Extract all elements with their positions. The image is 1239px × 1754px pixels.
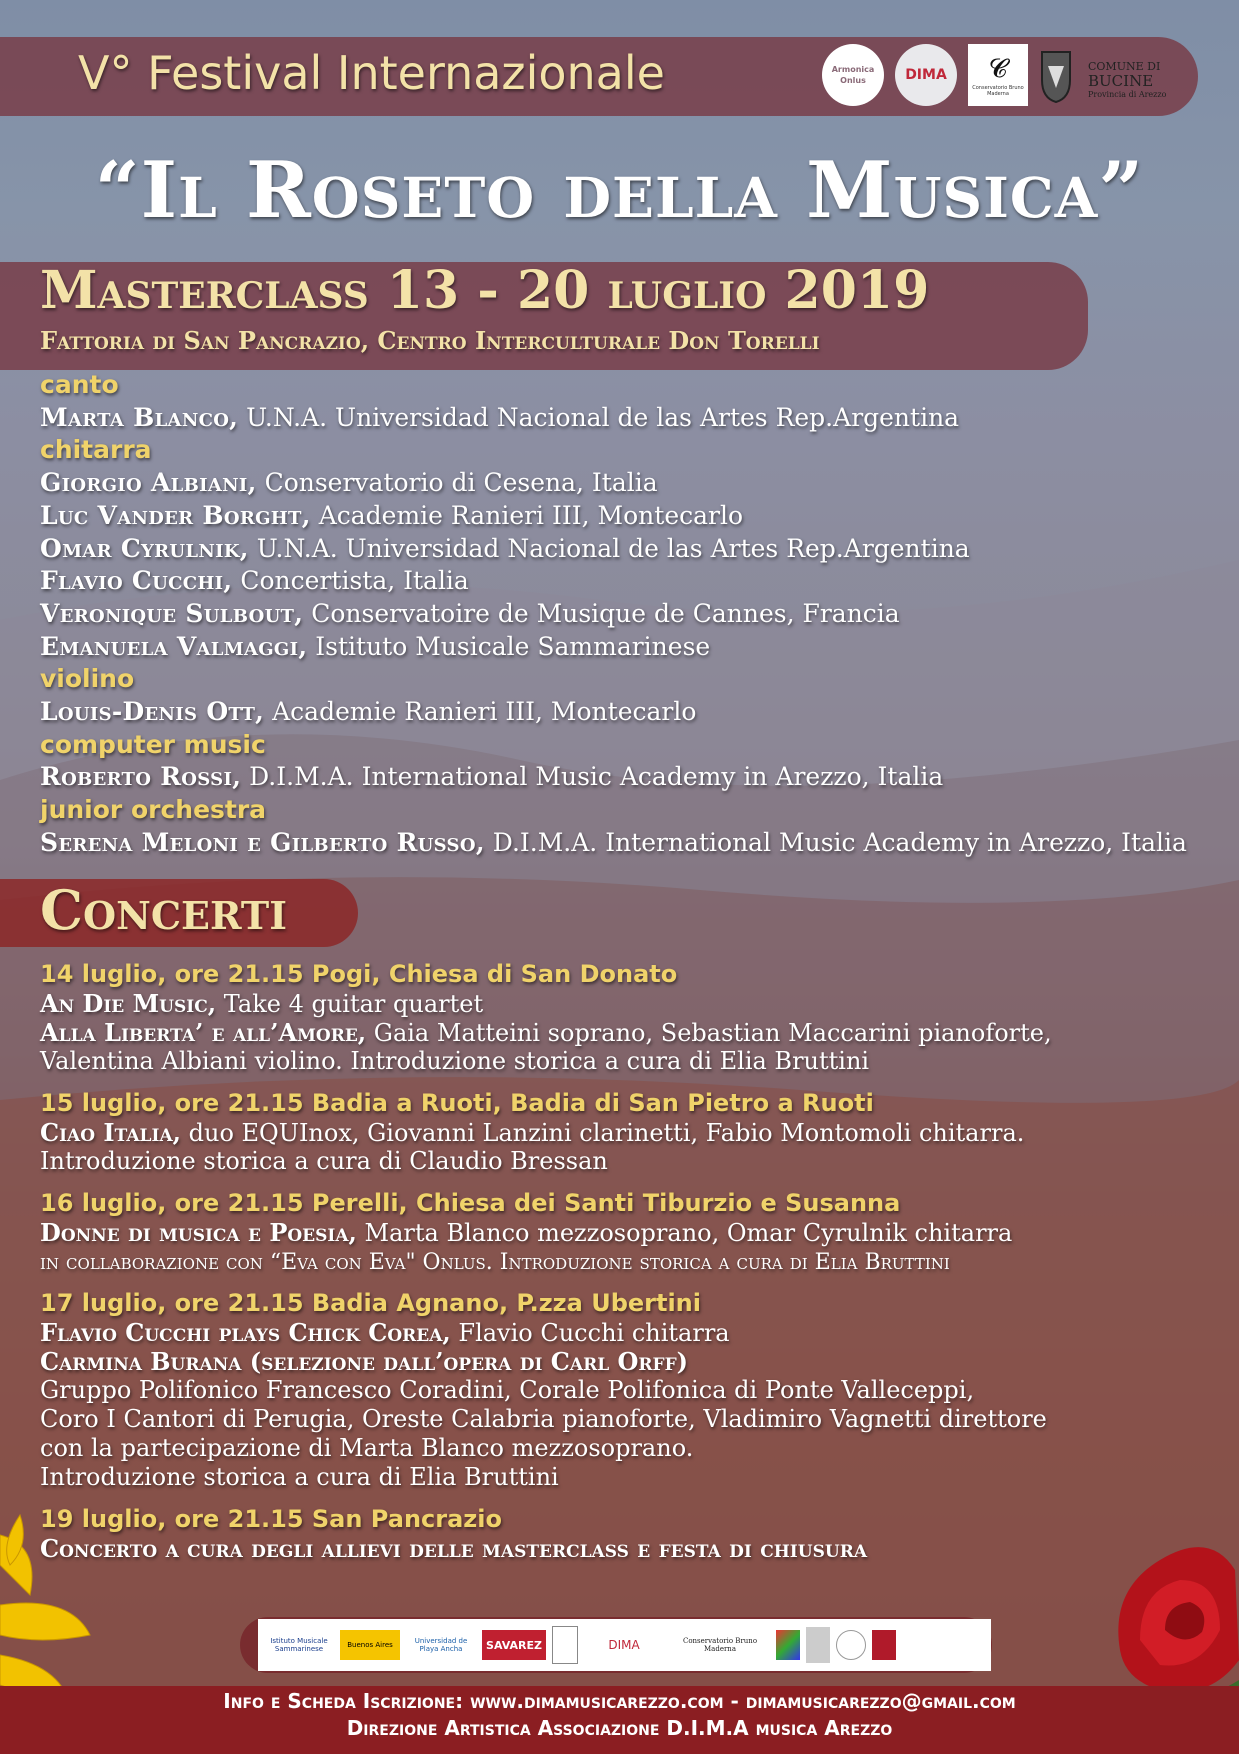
teacher-category: computer music [40, 729, 266, 759]
concert-date: 15 luglio, ore 21.15 Badia a Ruoti, Badia di San Pietro a Ruoti [40, 1089, 874, 1117]
concert-date: 19 luglio, ore 21.15 San Pancrazio [40, 1505, 502, 1533]
teacher-category: chitarra [40, 435, 152, 465]
concert-details: Introduzione storica a cura di Elia Bruttini [40, 1463, 559, 1491]
concert-line [40, 1463, 559, 1491]
concert-date: 14 luglio, ore 21.15 Pogi, Chiesa di San Donato [40, 960, 678, 988]
teacher-affiliation: Academie Ranieri III, Montecarlo [264, 697, 697, 726]
teacher-name: Serena Meloni e Gilberto Russo, [40, 827, 485, 857]
teacher-name: Luc Vander Borght, [40, 500, 311, 530]
sponsor-conservatorio: Conservatorio Bruno Maderna [682, 1637, 758, 1653]
teacher-affiliation: D.I.M.A. International Music Academy in Arezzo, Italia [241, 762, 944, 792]
teacher-affiliation: Concertista, Italia [232, 566, 469, 596]
teacher-entry [40, 828, 1187, 857]
teacher-name: Giorgio Albiani, [40, 468, 257, 498]
teacher-entry [40, 566, 469, 595]
teacher-affiliation: Istituto Musicale Sammarinese [307, 631, 711, 661]
concert-line [40, 1018, 1052, 1047]
bucine-line1: COMUNE DI [1088, 60, 1161, 73]
concert-line [40, 1405, 1047, 1433]
bucine-line2: BUCINE [1088, 72, 1154, 90]
sponsor-logo-colorful-icon [776, 1630, 800, 1660]
teacher-name: Louis-Denis Ott, [40, 697, 265, 726]
conservatorio-logo-text: Conservatorio Bruno Maderna [972, 84, 1024, 97]
teacher-entry [40, 632, 710, 661]
masterclass-location: Fattoria di San Pancrazio, Centro Interculturale Don Torelli [40, 326, 820, 355]
teacher-affiliation: Conservatoire de Musique de Cannes, Francia [303, 598, 900, 628]
dima-logo-text: DIMA [905, 67, 947, 83]
dima-logo [895, 44, 957, 106]
concert-line [40, 1147, 608, 1175]
concert-program-title: Alla Liberta’ e all’Amore, [40, 1018, 367, 1047]
teacher-entry [40, 534, 970, 563]
concert-program-title: Donne di musica e Poesia, [40, 1218, 357, 1247]
teacher-name: Flavio Cucchi, [40, 566, 233, 596]
teacher-affiliation: D.I.M.A. International Music Academy in Arezzo, Italia [484, 827, 1187, 857]
sponsor-buenos-aires: Buenos Aires [340, 1630, 400, 1660]
main-title: “Il Roseto della Musica” [94, 145, 1145, 236]
teacher-entry [40, 599, 900, 628]
teacher-affiliation: Academie Ranieri III, Montecarlo [310, 500, 744, 530]
festival-title: V° Festival Internazionale [78, 46, 665, 100]
rose-icon [1110, 1530, 1239, 1710]
concert-details: Introduzione storica a cura di Claudio Bressan [40, 1147, 608, 1175]
concert-program-title: Concerto a cura degli allievi delle masterclass e festa di chiusura [40, 1534, 868, 1563]
sponsor-logo-red-icon [872, 1630, 896, 1660]
concert-details: Marta Blanco mezzosoprano, Omar Cyrulnik chitarra [356, 1219, 1013, 1247]
masterclass-title: Masterclass 13 - 20 luglio 2019 [40, 260, 930, 321]
concert-line [40, 1534, 867, 1563]
concert-program-title: An Die Music, [40, 989, 217, 1018]
concert-date: 17 luglio, ore 21.15 Badia Agnano, P.zza Ubertini [40, 1289, 701, 1317]
concert-date: 16 luglio, ore 21.15 Perelli, Chiesa dei Santi Tiburzio e Susanna [40, 1189, 901, 1217]
sponsor-savarez: SAVAREZ [482, 1630, 546, 1660]
sponsor-ism: Istituto Musicale Sammarinese [270, 1637, 328, 1653]
teacher-entry [40, 468, 658, 497]
concert-line [40, 989, 483, 1018]
armonica-logo [822, 44, 884, 106]
teacher-name: Omar Cyrulnik, [40, 533, 249, 563]
conservatorio-c-icon: 𝓒 [988, 53, 1008, 84]
concert-line [40, 1218, 1012, 1247]
sponsor-playa-ancha: Universidad de Playa Ancha [414, 1637, 468, 1653]
bucine-line3: Provincia di Arezzo [1088, 90, 1167, 99]
sponsor-crest-icon [552, 1626, 578, 1664]
concert-details: Valentina Albiani violino. Introduzione storica a cura di Elia Bruttini [40, 1047, 870, 1075]
concert-line [40, 1347, 688, 1376]
teacher-entry [40, 403, 959, 432]
sponsor-logo-seal-icon [836, 1630, 866, 1660]
teacher-affiliation: Conservatorio di Cesena, Italia [256, 468, 658, 498]
concert-details: Flavio Cucchi chitarra [450, 1319, 730, 1347]
bucine-card [1034, 44, 1174, 108]
concert-line [40, 1118, 1024, 1147]
teacher-affiliation: U.N.A. Universidad Nacional de las Artes Rep.Argentina [238, 402, 960, 432]
concert-details: Take 4 guitar quartet [216, 990, 484, 1018]
teacher-entry [40, 501, 743, 530]
concerts-title: Concerti [40, 878, 287, 942]
concert-line [40, 1247, 950, 1275]
teacher-category: canto [40, 370, 119, 399]
armonica-logo-text: Armonica Onlus [831, 65, 875, 85]
concert-details: con la partecipazione di Marta Blanco mezzosoprano. [40, 1434, 694, 1462]
sponsor-logo-portrait-icon [806, 1627, 830, 1663]
sponsors-panel [258, 1619, 991, 1671]
teacher-name: Veronique Sulbout, [40, 598, 304, 628]
concert-program-title: Flavio Cucchi plays Chick Corea, [40, 1318, 451, 1347]
concert-details: duo EQUInox, Giovanni Lanzini clarinetti, Fabio Montomoli chitarra. [181, 1119, 1025, 1147]
teacher-name: Roberto Rossi, [40, 762, 242, 792]
footer-line1: Info e Scheda Iscrizione: www.dimamusicarezzo.com - dimamusicarezzo@gmail.com [223, 1689, 1016, 1713]
sponsor-dima: DIMA [608, 1638, 640, 1652]
concert-details: in collaborazione con “Eva con Eva" Onlus. Introduzione storica a cura di Elia Bruttini [40, 1250, 950, 1275]
concert-program-title: Ciao Italia, [40, 1118, 181, 1147]
teacher-category: violino [40, 664, 135, 694]
teacher-entry [40, 697, 696, 726]
teacher-name: Emanuela Valmaggi, [40, 631, 308, 661]
conservatorio-logo [968, 44, 1028, 106]
concert-program-title: Carmina Burana (selezione dall’opera di Carl Orff) [40, 1347, 689, 1376]
concert-details: Coro I Cantori di Perugia, Oreste Calabria pianoforte, Vladimiro Vagnetti direttore [40, 1405, 1047, 1433]
teacher-name: Marta Blanco, [40, 402, 239, 432]
footer-line2: Direzione Artistica Associazione D.I.M.A musica Arezzo [346, 1716, 893, 1740]
teacher-category: junior orchestra [40, 795, 267, 825]
concert-details: Gruppo Polifonico Francesco Coradini, Corale Polifonica di Ponte Valleceppi, [40, 1376, 975, 1404]
concert-line [40, 1318, 730, 1347]
teacher-affiliation: U.N.A. Universidad Nacional de las Artes Rep.Argentina [248, 533, 970, 563]
concert-line [40, 1047, 869, 1075]
teacher-entry [40, 762, 943, 791]
concert-details: Gaia Matteini soprano, Sebastian Maccarini pianoforte, [366, 1019, 1052, 1047]
concert-line [40, 1376, 974, 1404]
concert-line [40, 1434, 693, 1462]
